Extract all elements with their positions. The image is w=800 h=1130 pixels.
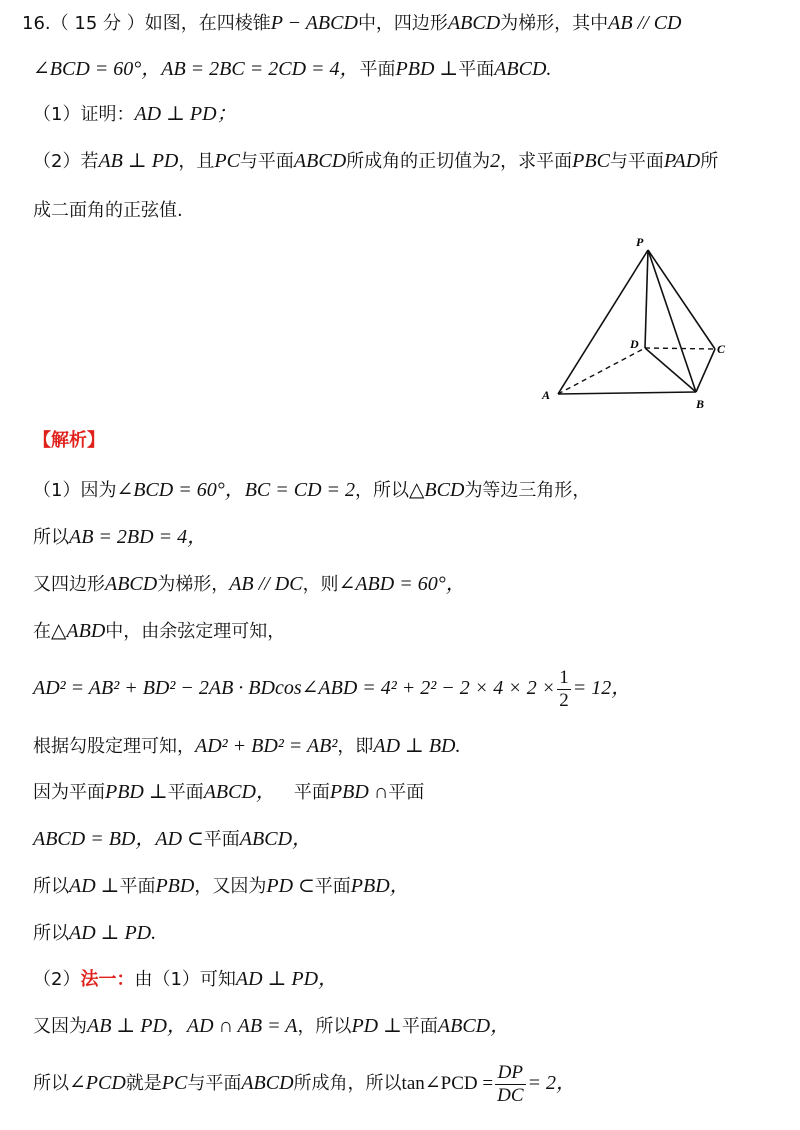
math: AB // DC <box>229 573 303 595</box>
text: ，求平面 <box>500 151 573 172</box>
text: ，则 <box>302 574 339 595</box>
math: ABCD <box>447 12 501 34</box>
text: （2） <box>33 969 81 990</box>
label-D: D <box>630 337 639 351</box>
label-P: P <box>636 236 644 249</box>
text: 又因为 <box>33 1016 87 1037</box>
fraction-one-half <box>557 667 571 712</box>
solution-line-7 <box>33 779 424 806</box>
math: ABCD <box>241 1072 294 1094</box>
math: AD² = AB² + BD² − 2AB · BDcos∠ABD = 4² + 2² − 2 × 4 × 2 × <box>33 677 556 699</box>
text: 所成角，所以 <box>293 1073 402 1094</box>
text: 平面 <box>119 876 156 897</box>
text: ，所以 <box>355 480 410 501</box>
math: PBD， <box>350 875 410 897</box>
edge-PA <box>558 250 648 394</box>
text: 为梯形， <box>157 574 230 595</box>
text: ，所以 <box>297 1016 352 1037</box>
text: ，即 <box>337 736 374 757</box>
math: AD ⊥ PD. <box>69 922 157 944</box>
math: PAD <box>663 150 701 172</box>
question-2-line-2 <box>33 198 183 224</box>
text: 所以 <box>33 1073 69 1094</box>
solution-line-6 <box>33 733 461 760</box>
math: ∠PCD <box>69 1072 126 1094</box>
math: AD ⊥ PD， <box>235 968 339 990</box>
math: AD² + BD² = AB² <box>195 735 338 757</box>
math: PC <box>161 1072 188 1094</box>
math: PBC <box>572 150 610 172</box>
numerator: DP <box>495 1062 525 1085</box>
math: ABCD， <box>437 1015 511 1037</box>
math: AD ⊥ <box>69 875 120 897</box>
text: 平面 <box>167 782 204 803</box>
text: 又四边形 <box>33 574 105 595</box>
text: 所以 <box>33 527 69 548</box>
text: 为梯形，其中 <box>500 13 609 34</box>
text: 在 <box>33 621 51 642</box>
text: 成二面角的正弦值. <box>33 200 183 221</box>
math: PD ⊂ <box>266 875 315 897</box>
math: PBD ⊥ <box>105 781 168 803</box>
text: 所以 <box>33 923 69 944</box>
text: 所成角的正切值为 <box>346 151 491 172</box>
denominator: 2 <box>559 689 569 711</box>
text: （1）因为 <box>33 480 117 501</box>
solution-line-4 <box>33 618 285 645</box>
solution-line-2 <box>33 524 207 551</box>
text: 与平面 <box>239 151 294 172</box>
method-one-label: 法一： <box>80 969 135 990</box>
pyramid-figure <box>540 236 730 416</box>
math: 2 <box>490 150 501 172</box>
text: 中，四边形 <box>357 13 448 34</box>
text: （2）若 <box>33 151 99 172</box>
problem-line-1 <box>22 10 682 37</box>
math: AD ⊥ PD； <box>134 103 237 125</box>
math: ABCD <box>105 573 158 595</box>
denominator: DC <box>497 1084 524 1106</box>
problem-number: 16. <box>22 13 51 34</box>
text: 根据勾股定理可知， <box>33 736 195 757</box>
text: 所以 <box>33 876 69 897</box>
text: 平面 <box>314 876 351 897</box>
text: 因为平面 <box>33 782 105 803</box>
text: 如图，在四棱锥 <box>144 13 271 34</box>
text: 平面 <box>293 782 330 803</box>
math: AB = 2BD = 4， <box>69 526 208 548</box>
math: P − ABCD <box>270 12 358 34</box>
edge-BC <box>696 349 715 392</box>
edge-PD <box>645 250 648 348</box>
solution-line-8 <box>33 826 312 853</box>
solution-line-9 <box>33 873 410 900</box>
solution-line-10 <box>33 920 156 947</box>
math: AB ⊥ PD，AD ∩ AB = A <box>87 1015 298 1037</box>
solution-line-11 <box>33 966 338 993</box>
label-B: B <box>696 397 705 411</box>
math: ∠ABD = 60°， <box>338 573 466 595</box>
solution-header: 【解析】 <box>33 430 105 451</box>
math: = 12， <box>572 677 632 699</box>
numerator: 1 <box>559 666 569 688</box>
solution-line-13 <box>33 1058 576 1109</box>
text: 就是 <box>125 1073 162 1094</box>
math: PBD ⊥ <box>395 58 459 80</box>
math: PD ⊥ <box>351 1015 402 1037</box>
fraction-dp-dc <box>495 1062 525 1107</box>
math: ∠BCD = 60°，AB = 2BC = 2CD = 4， <box>33 58 360 80</box>
label-C: C <box>717 342 726 356</box>
math-tan: tan∠PCD = <box>401 1073 494 1094</box>
math: ABCD， <box>203 781 276 803</box>
solution-line-3 <box>33 571 466 598</box>
math: ABCD， <box>239 828 313 850</box>
edge-AD <box>558 348 645 394</box>
math: ABCD = BD，AD ⊂ <box>33 828 204 850</box>
math: AB ⊥ PD <box>98 150 179 172</box>
text: 平面 <box>401 1016 438 1037</box>
text: ，且 <box>178 151 215 172</box>
text: 为等边三角形， <box>464 480 591 501</box>
math: ∠BCD = 60°，BC = CD = 2 <box>116 479 356 501</box>
edge-AB <box>558 392 696 394</box>
label-A: A <box>542 388 551 402</box>
solution-line-12 <box>33 1013 510 1040</box>
problem-line-2 <box>33 56 551 83</box>
text: 与平面 <box>609 151 664 172</box>
text: 平面 <box>359 59 396 80</box>
problem-points: （ 15 分 ） <box>50 13 145 34</box>
question-2-line-1 <box>33 148 718 175</box>
text: ，又因为 <box>194 876 267 897</box>
math: AD ⊥ BD. <box>373 735 461 757</box>
text: 与平面 <box>187 1073 242 1094</box>
text: 所 <box>700 151 719 172</box>
math: ABCD <box>293 150 347 172</box>
solution-line-1 <box>33 477 590 504</box>
math: = 2， <box>527 1072 577 1094</box>
text: 平面 <box>388 782 425 803</box>
math: AB // CD <box>608 12 682 34</box>
text: 平面 <box>203 829 240 850</box>
solution-line-5 <box>33 664 631 713</box>
math: PBD <box>155 875 195 897</box>
math: PC <box>214 150 240 172</box>
math: △BCD <box>409 479 465 501</box>
math: ABCD. <box>494 58 552 80</box>
question-1 <box>33 101 237 128</box>
text: 中，由余弦定理可知， <box>105 621 286 642</box>
edge-DC <box>645 348 715 349</box>
text: 由（1）可知 <box>134 969 236 990</box>
text: 平面 <box>458 59 495 80</box>
edge-PC <box>648 250 715 349</box>
math: PBD ∩ <box>329 781 389 803</box>
text: （1）证明： <box>33 104 135 125</box>
math: △ABD <box>51 620 106 642</box>
